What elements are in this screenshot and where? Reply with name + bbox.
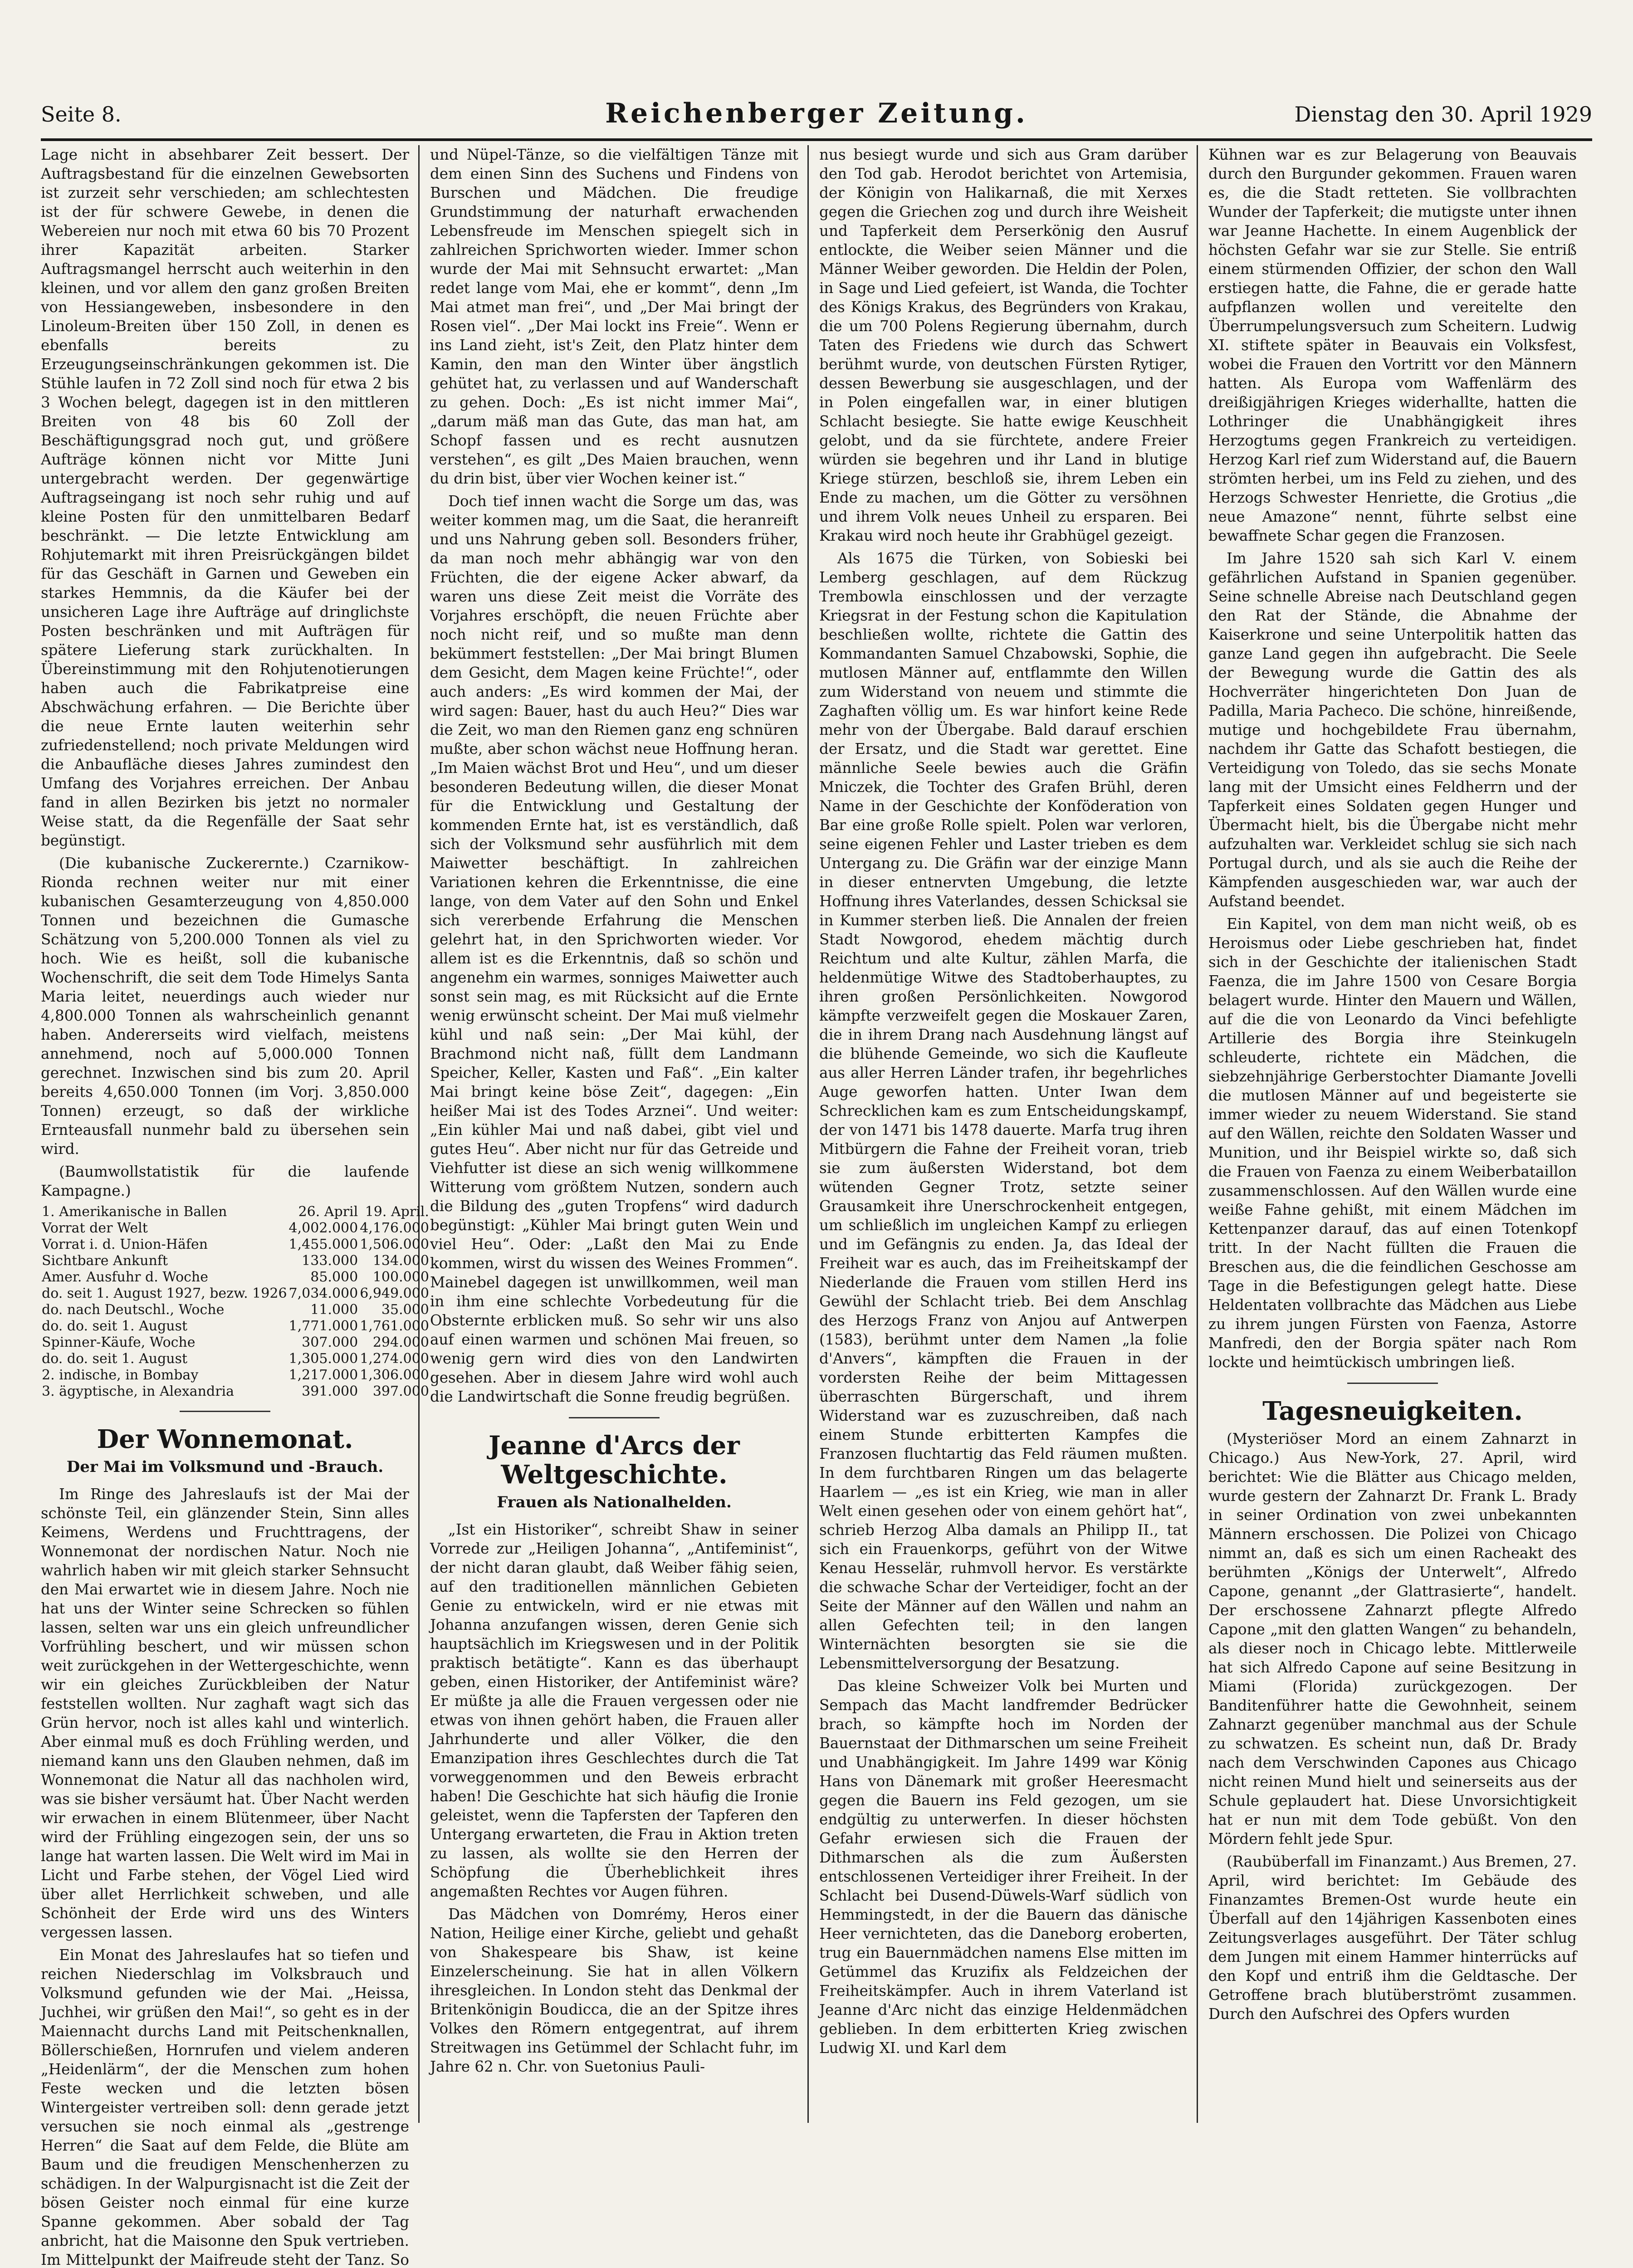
stats-value: 1,761.000 (360, 1318, 429, 1334)
stats-value: 1,306.000 (360, 1367, 429, 1383)
stats-label: Vorrat i. d. Union-Häfen (42, 1237, 208, 1252)
article-zucker-text: (Die kubanische Zuckerernte.) Czarnikow-Rionda rechnen weiter nur mit einer kubanischen Gesamterzeugung von 4,850.000 Tonnen und bezeichnen die Gumasche Schätzung von 5,200.000 Tonnen als viel zu hoch. Wie es heißt, soll die kubanische Wochenschrift, die seit dem Tode Himelys Santa Maria leitet, neuerdings auch wieder nur 4,800.000 Tonnen als wahrscheinlich genannt haben. Andererseits wird vielfach, meistens annehmend, noch auf 5,000.000 Tonnen gerechnet. Inzwischen sind bis zum 20. April bereits 4,650.000 Tonnen (im Vorj. 3,850.000 Tonnen) erzeugt, so daß der wirkliche Ernteausfall nunmehr bald zu übersehen sein wird. (41, 855, 409, 1158)
stats-label: do. nach Deutschl., Woche (42, 1302, 225, 1318)
stats-value: 294.000 (372, 1334, 429, 1350)
stats-row (41, 1334, 430, 1351)
column-rule (1197, 145, 1198, 2123)
headline-tagesneuigkeiten: Tagesneuigkeiten. (1262, 1396, 1523, 1426)
subhead-jeanne-darc: Frauen als Nationalhelden. (497, 1493, 732, 1511)
stats-label: do. seit 1. August 1927, bezw. 1926 (42, 1286, 287, 1301)
stats-value: 133.000 (302, 1253, 358, 1269)
stats-label: Vorrat der Welt (42, 1220, 148, 1236)
article-wonnemonat-text: und Nüpel-Tänze, so die vielfältigen Tänze mit dem einen Sinn des Suchens und Findens von Burschen und Mädchen. Die freudige Grundstimmung der naturhaft erwachenden Lebensfreude im Menschen spiegelt sich in zahlreichen Sprichworten wieder. Immer schon wurde der Mai mit Sehnsucht erwartet: „Man redet lange vom Mai, ehe er kommt“, denn „Im Mai atmet man frei“, und „Der Mai bringt der Rosen viel“. „Der Mai lockt ins Freie“. Wenn er ins Land zieht, ist's Zeit, den Platz hinter dem Kamin, den man den Winter über ängstlich gehütet hat, zu verlassen und auf Wanderschaft zu gehen. Doch: „Es ist nicht immer Mai“, „darum mäß man das Gute, das man hat, am Schopf fassen und es recht ausnutzen verstehen“, es gilt „Des Maien brauchen, wenn du drin bist, über vier Wochen keiner ist.“ (430, 146, 798, 487)
stats-value: 7,034.000 (288, 1286, 358, 1301)
stats-value: 35.000 (381, 1302, 429, 1318)
page-header (41, 98, 1592, 141)
stats-value: 6,949.000 (360, 1286, 429, 1301)
stats-row (41, 1204, 430, 1220)
article-jeanne-text: Das Mädchen von Domrémy, Heros einer Nation, Heilige einer Kirche, geliebt und gehaßt von Shakespeare bis Shaw, ist keine Einzelerscheinung. Sie hat in allen Völkern ihresgleichen. In London steht das Denkmal der Britenkönigin Boudicca, die an der Spitze ihres Volkes den Römern entgegentrat, auf ihrem Streitwagen ins Getümmel der Schlacht fuhr, im Jahre 62 n. Chr. von Suetonius Pauli- (430, 1906, 798, 2075)
article-jeanne-text: Kühnen war es zur Belagerung von Beauvais durch den Burgunder gekommen. Frauen waren es, die die Stadt retteten. Sie vollbrachten Wunder der Tapferkeit; die mutigste unter ihnen war Jeanne Hachette. In einem Augenblick der höchsten Gefahr war sie zur Stelle. Sie entriß einem stürmenden Offizier, der schon den Wall erstiegen hatte, die Fahne, die er gerade hatte aufpflanzen wollen und vereitelte den Überrumpelungsversuch zum Scheitern. Ludwig XI. stiftete später in Beauvais ein Volksfest, wobei die Frauen den Vortritt vor den Männern hatten. Als Europa vom Waffenlärm des dreißigjährigen Krieges widerhallte, hatten die Lothringer die Unabhängigkeit ihres Herzogtums gegen Frankreich zu verteidigen. Herzog Karl rief zum Widerstand auf, die Bauern strömten herbei, um ins Feld zu ziehen, und des Herzogs Schwester Henriette, die Grotius „die neue Amazone“ nennt, führte selbst eine bewaffnete Schar gegen die Franzosen. (1208, 146, 1577, 544)
stats-value: 1,506.000 (360, 1237, 429, 1252)
column-4 (1208, 145, 1577, 2123)
subhead-wonnemonat: Der Mai im Volksmund und -Brauch. (66, 1458, 384, 1476)
article-baumwolle-title: (Baumwollstatistik für die laufende Kampagne.) (41, 1163, 409, 1199)
stats-row (41, 1367, 430, 1383)
article-wonnemonat-text: Doch tief innen wacht die Sorge um das, was weiter kommen mag, um die Saat, die heranreift und uns Nahrung geben soll. Besonders früher, da man noch mehr abhängig war von den Früchten, die der eigene Acker abwarf, da waren uns diese Zeit meist die Vorräte des Vorjahres erschöpft, die neuen Früchte aber noch nicht reif, und so mußte man denn bekümmert feststellen: „Der Mai bringt Blumen dem Gesicht, dem Magen keine Früchte!“, oder auch anders: „Es wird kommen der Mai, der wird sagen: Bauer, hast du auch Heu?“ Dies war die Zeit, wo man den Riemen ganz eng schnüren mußte, aber schon wächst neue Hoffnung heran. „Im Maien wächst Brot und Heu“, und um dieser besonderen Bedeutung willen, die dieser Monat für die Entwicklung und Gestaltung der kommenden Ernte hat, ist es verständlich, daß sich der Volksmund sehr ausführlich mit dem Maiwetter beschäftigt. In zahlreichen Variationen kehren die Erkenntnisse, die eine lange, von dem Vater auf den Sohn und Enkel sich vererbende Erfahrung die Menschen gelehrt hat, in den Sprichworten wieder. Vor allem ist es die Erkenntnis, daß so schön und angenehm ein warmes, sonniges Maiwetter auch sonst sein mag, es mit Rücksicht auf die Ernte wenig erwünscht scheint. Der Mai muß vielmehr kühl und naß sein: „Der Mai kühl, der Brachmond nicht naß, füllt dem Landmann Speicher, Keller, Kasten und Faß“. „Ein kalter Mai bringt keine böse Zeit“, dagegen: „Ein heißer Mai ist des Todes Arznei“. Und weiter: „Ein kühler Mai und naß dabei, gibt viel und gutes Heu“. Aber nicht nur für das Getreide und Viehfutter ist diese an sich wenig willkommene Witterung vom größtem Nutzen, sondern auch die Bildung des „guten Tropfens“ wird dadurch begünstigt: „Kühler Mai bringt guten Wein und viel Heu“. Oder: „Laßt den Mai zu Ende kommen, wirst du wissen des Weines Frommen“. Mainebel dagegen ist unwillkommen, weil man in ihm eine schlechte Vorbedeutung für die Obsternte erblicken muß. So sehr wir uns also auf einen warmen und schönen Mai freuen, so wenig gern wird dies von den Landwirten gesehen. Aber in diesem Jahre wird wohl auch die Landwirtschaft die Sonne freudig begrüßen. (430, 493, 798, 1405)
stats-label: 1. Amerikanische in Ballen (42, 1204, 227, 1220)
article-jeanne-text: „Ist ein Historiker“, schreibt Shaw in seiner Vorrede zur „Heiligen Johanna“, „Antifeminist“, der nicht daran glaubt, daß Weiber fähig seien, auf den traditionellen männlichen Gebieten Genie zu entwickeln, wird er nie etwas mit Johanna anzufangen wissen, deren Genie sich hauptsächlich im Kriegswesen und in der Politik praktisch betätigte“. Kann es das überhaupt geben, einen Historiker, der Antifeminist wäre? Er müßte ja alle die Frauen vergessen oder nie etwas von ihnen gehört haben, die Frauen aller Jahrhunderte und aller Völker, die den Emanzipation ihres Geschlechtes durch die Tat vorweggenommen und den Beweis erbracht haben! Die Geschichte hat sich häufig die Ironie geleistet, wenn die Tapfersten der Tapferen den Untergang erwarteten, die Frau in Aktion treten zu lassen, als wollte sie den Herren der Schöpfung die Überheblichkeit ihres angemaßten Rechtes vor Augen führen. (430, 1521, 798, 1900)
column-2 (430, 145, 798, 2123)
stats-row (41, 1302, 430, 1318)
stats-value: 1,455.000 (288, 1237, 358, 1252)
column-rule (807, 145, 809, 2123)
stats-value: 1,217.000 (288, 1367, 358, 1383)
article-jeanne-text: Im Jahre 1520 sah sich Karl V. einem gefährlichen Aufstand in Spanien gegenüber. Seine schnelle Abreise nach Deutschland gegen den Rat der Stände, die Abnahme der Kaiserkrone und seine Unterpolitik hatten das ganze Land gegen ihn aufgebracht. Die Seele der Bewegung wurde die Gattin des als Hochverräter hingerichteten Don Juan de Padilla, Maria Pacheco. Die schöne, hinreißende, mutige und hochgebildete Frau übernahm, nachdem ihr Gatte das Schafott bestiegen, die Verteidigung von Toledo, das sie sechs Monate lang mit der Umsicht eines Feldherrn und der Tapferkeit eines Soldaten gegen Hunger und Übermacht hielt, bis die Übergabe nicht mehr aufzuhalten war. Verkleidet schlug sie sich nach Portugal durch, und als sie auch die Reihe der Kämpfenden ausgeschieden war, war auch der Aufstand beendet. (1208, 550, 1577, 910)
stats-label: do. do. seit 1. August (42, 1318, 188, 1334)
stats-value: 1,305.000 (288, 1351, 358, 1367)
stats-row (41, 1286, 430, 1302)
section-divider (569, 1417, 660, 1418)
stats-row (41, 1237, 430, 1253)
stats-value: 100.000 (372, 1269, 429, 1285)
headline-wonnemonat: Der Wonnemonat. (97, 1424, 353, 1454)
stats-value: 4,176.000 (360, 1220, 429, 1236)
article-wonnemonat-text: Im Ringe des Jahreslaufs ist der Mai der schönste Teil, ein glänzender Stein, Sinn alles Keimens, Werdens und Fruchttragens, der Wonnemonat der nordischen Natur. Noch nie wahrlich haben wir mit gleich starker Sehnsucht den Mai erwartet wie in diesem Jahre. Noch nie hat uns der Winter seine Schrecken so fühlen lassen, selten war uns ein gleich unfreundlicher Vorfrühling beschert, und wir müssen schon weit zurückgehen in der Wettergeschichte, wenn wir ein gleiches Zurückbleiben der Natur feststellen wollten. Nur zaghaft wagt sich das Grün hervor, noch ist alles kahl und winterlich. Aber einmal muß es doch Frühling werden, und niemand kann uns den Glauben nehmen, daß im Wonnemonat die Natur all das nachholen wird, was sie bisher versäumt hat. Über Nacht werden wir erwachen in einem Blütenmeer, über Nacht wird der Frühling eingezogen sein, der uns so lange hat warten lassen. Die Welt wird im Mai in Licht und Farbe stehen, der Vögel Lied wird über allet Herrlichkeit schweben, und alle Schönheit der Erde wird uns des Winters vergessen lassen. (41, 1486, 409, 1941)
column-3 (819, 145, 1188, 2123)
stats-row (41, 1253, 430, 1269)
column-rule (418, 145, 420, 2123)
stats-label: Sichtbare Ankunft (42, 1253, 168, 1269)
article-wonnemonat-text: Ein Monat des Jahreslaufes hat so tiefen und reichen Niederschlag im Volksbrauch und Volksmund gefunden wie der Mai. „Heissa, Juchhei, wir grüßen den Mai!“, so geht es in der Maiennacht durchs Land mit Peitschenknallen, Böllerschießen, Hornrufen und vielem anderen „Heidenlärm“, der die Menschen zum hohen Feste wecken und die letzten bösen Wintergeister vertreiben soll: denn gerade jetzt versuchen sie noch einmal als „gestrenge Herren“ die Saat auf dem Felde, die Blüte am Baum und die freudigen Menschenherzen zu schädigen. In der Walpurgisnacht ist die Zeit der bösen Geister noch einmal für eine kurze Spanne gekommen. Aber sobald der Tag anbricht, hat die Maisonne den Spuk vertrieben. Im Mittelpunkt der Maifreude steht der Tanz. So (41, 1946, 409, 2268)
stats-value: 85.000 (310, 1269, 358, 1285)
stats-label: 3. ägyptische, in Alexandria (42, 1383, 235, 1399)
news-item-chicago: (Mysteriöser Mord an einem Zahnarzt in Chicago.) Aus New-York, 27. April, wird berichtet: Wie die Blätter aus Chicago melden, wurde gestern der Zahnarzt Dr. Frank L. Brady in seiner Ordination von zwei unbekannten Männern erschossen. Die Polizei von Chicago nimmt an, daß es sich um einen Racheakt des berühmten „Königs der Unterwelt“, Alfredo Capone, genannt „der Glattrasierte“, handelt. Der erschossene Zahnarzt pflegte Alfredo Capone „mit den glatten Wangen“ zu behandeln, als dieser noch in Chicago lebte. Mittlerweile hat sich Alfredo Capone auf seine Besitzung in Miami (Florida) zurückgezogen. Der Banditenführer hatte die Gewohnheit, seinem Zahnarzt gegenüber manchmal aus der Schule zu schwatzen. Es scheint nun, daß Dr. Brady nach dem Verschwinden Capones aus Chicago nicht reinen Mund hielt und seinerseits aus der Schule geplaudert hat. Diese Unvorsichtigkeit hat er nun mit dem Tode gebüßt. Von den Mördern fehlt jede Spur. (1208, 1430, 1577, 1848)
column-1 (41, 145, 429, 2268)
stats-label: do. do. seit 1. August (42, 1351, 188, 1367)
article-jeanne-text: nus besiegt wurde und sich aus Gram darüber den Tod gab. Herodot berichtet von Artemisia, der Königin von Halikarnaß, die mit Xerxes gegen die Griechen zog und durch ihre Weisheit und Tapferkeit dem Perserkönig den Ausruf entlockte, die Weiber seien Männer und die Männer Weiber geworden. Die Heldin der Polen, in Sage und Lied gefeiert, ist Wanda, die Tochter des Königs Krakus, des Begründers von Krakau, die um 700 Polens Regierung übernahm, durch Taten des Friedens wie durch das Schwert berühmt wurde, von deutschen Fürsten Rytiger, dessen Bewerbung sie ausgeschlagen, und der in Polen eingefallen war, in einer blutigen Schlacht besiegte. Sie hatte ewige Keuschheit gelobt, und da sie fürchtete, andere Freier würden sie begehren und ihr Land in blutige Kriege stürzen, beschloß sie, ihrem Leben ein Ende zu machen, um die Götter zu versöhnen und ihrem Volk neues Unheil zu ersparen. Bei Krakau wird noch heute ihr Grabhügel gezeigt. (819, 146, 1188, 544)
section-divider (1347, 1383, 1438, 1384)
stats-value: 11.000 (310, 1302, 358, 1318)
stats-row (41, 1269, 430, 1286)
article-jeanne-text: Das kleine Schweizer Volk bei Murten und Sempach das Macht landfremder Bedrücker brach, so kämpfte hoch im Norden der Bauernstaat der Dithmarschen um seine Freiheit und Unabhängigkeit. Im Jahre 1499 war König Hans von Dänemark mit großer Heeresmacht gegen die Bauern ins Feld gezogen, um sie endgültig zu unterwerfen. In dieser höchsten Gefahr erwiesen sich die Frauen der Dithmarschen als die zum Äußersten entschlossenen Verteidiger ihrer Freiheit. In der Schlacht bei Dusend-Düwels-Warf südlich von Hemmingstedt, in der die Bauern das dänische Heer vernichteten, das die Daneborg eroberten, trug ein Bauernmädchen namens Else mitten im Getümmel das Kruzifix als Feldzeichen der Freiheitskämpfer. Auch in ihrem Vaterland ist Jeanne d'Arc nicht das einzige Heldenmädchen geblieben. In dem erbitterten Krieg zwischen Ludwig XI. und Karl dem (819, 1677, 1188, 2057)
cotton-stats-table (41, 1204, 430, 1400)
stats-value: 134.000 (372, 1253, 429, 1269)
masthead: Reichenberger Zeitung. (605, 98, 1028, 129)
news-item-bremen: (Raubüberfall im Finanzamt.) Aus Bremen, 27. April, wird berichtet: Im Gebäude des Finanzamtes Bremen-Ost wurde heute ein Überfall auf den 14jährigen Kassenboten eines Zeitungsverlages ausgeführt. Der Täter schlug dem Jungen mit einem Hammer hinterrücks auf den Kopf und entriß ihm die Geldtasche. Der Getroffene brach blutüberströmt zusammen. Durch den Aufschrei des Opfers wurden (1208, 1853, 1577, 2023)
stats-row (41, 1383, 430, 1400)
article-jeanne-text: Ein Kapitel, von dem man nicht weiß, ob es Heroismus oder Liebe geschrieben hat, findet sich in der Geschichte der italienischen Stadt Faenza, die im Jahre 1500 von Cesare Borgia belagert wurde. Hinter den Mauern und Wällen, auf die die von Leonardo da Vinci befehligte Artillerie des Borgia ihre Steinkugeln schleuderte, richtete ein Mädchen, die siebzehnjährige Gerberstochter Diamante Jovelli die mutlosen Männer auf und begeisterte sie immer wieder zu neuem Widerstand. Sie stand auf den Wällen, reichte den Soldaten Wasser und Munition, und ihr Beispiel wirkte so, daß sich die Frauen von Faenza zu einem Weiberbataillon zusammenschlossen. Auf den Wällen wurde eine weiße Fahne gehißt, mit einem Mädchen im Kettenpanzer darauf, das auf einen Totenkopf tritt. In der Nacht füllten die Frauen die Breschen aus, die die feindlichen Geschosse am Tage in die Befestigungen gelegt hatte. Diese Heldentaten vollbrachte das Mädchen aus Liebe zu ihrem jungen Fürsten von Faenza, Astorre Manfredi, den der Borgia später nach Rom lockte und heimtückisch umbringen ließ. (1208, 915, 1577, 1371)
stats-value: 19. April. (365, 1204, 429, 1220)
stats-label: Spinner-Käufe, Woche (42, 1334, 196, 1350)
stats-label: Amer. Ausfuhr d. Woche (42, 1269, 209, 1285)
stats-row (41, 1351, 430, 1367)
stats-row (41, 1220, 430, 1237)
stats-row (41, 1318, 430, 1334)
stats-value: 26. April (298, 1204, 358, 1220)
page-number: Seite 8. (41, 102, 122, 127)
stats-value: 1,274.000 (360, 1351, 429, 1367)
stats-value: 391.000 (302, 1383, 358, 1399)
article-jeanne-text: Als 1675 die Türken, von Sobieski bei Lemberg geschlagen, auf dem Rückzug Trembowla einschlossen und der verzagte Kriegsrat in der Festung schon die Kapitulation beschließen wollte, richtete die Gattin des Kommandanten Samuel Chzabowski, Sophie, die mutlosen Männer auf, entflammte den Willen zum Widerstand von neuem und stimmte die Zaghaften völlig um. Es war hinfort keine Rede mehr von der Übergabe. Bald darauf erschien der Ersatz, und die Stadt war gerettet. Eine männliche Seele bewies auch die Gräfin Mniczek, die Tochter des Grafen Brühl, deren Name in der Geschichte der Konföderation von Bar eine große Rolle spielt. Polen war verloren, seine eigenen Fehler und Laster trieben es dem Untergang zu. Die Gräfin war der einzige Mann in dieser entnervten Umgebung, die letzte Hoffnung ihres Vaterlandes, dessen Schicksal sie in Kummer sterben ließ. Die Annalen der freien Stadt Nowgorod, ehedem mächtig durch Reichtum und alte Kultur, zählen Marfa, die heldenmütige Witwe des Stadtoberhauptes, zu ihren großen Persönlichkeiten. Nowgorod kämpfte verzweifelt gegen die Moskauer Zaren, die in ihrem Drang nach Ausdehnung längst auf die blühende Gemeinde, wo sich die Kaufleute aus aller Herren Länder trafen, ihr begehrliches Auge geworfen hatten. Unter Iwan dem Schrecklichen kam es zum Entscheidungskampf, der von 1471 bis 1478 dauerte. Marfa trug ihren Mitbürgern die Fahne der Freiheit voran, trieb sie zum äußersten Widerstand, bot dem wütenden Gegner Trotz, setzte seiner Grausamkeit ihre Unerschrockenheit entgegen, um schließlich im ungleichen Kampf zu erliegen und im Gefängnis zu enden. Ja, das Ideal der Freiheit war es auch, das im Freiheitskampf der Niederlande die Frauen vom stillen Herd ins Gewühl der Schlacht trieb. Bei dem Anschlag des Herzogs Franz von Anjou auf Antwerpen (1583), berühmt unter dem Namen „la folie d'Anvers“, kämpften die Frauen in der vordersten Reihe der beim Mittagessen überraschten Bürgerschaft, und ihrem Widerstand war es zuzuschreiben, daß nach einem Stunde erbitterten Kampfes die Franzosen fluchtartig das Feld räumen mußten. In dem furchtbaren Ringen um das belagerte Haarlem — „es ist ein Krieg, wie man in aller Welt einen gesehen oder von einem gehört hat“, schrieb Herzog Alba damals an Philipp II., tat sich ein Frauenkorps, geführt von der Witwe Kenau Hesselär, ruhmvoll hervor. Es verstärkte die schwache Schar der Verteidiger, focht an der Seite der Männer auf den Wällen und nahm an allen Gefechten teil; in den langen Winternächten besorgten sie sie die Lebensmittelversorgung der Besatzung. (819, 550, 1188, 1672)
stats-value: 1,771.000 (288, 1318, 358, 1334)
stats-value: 307.000 (302, 1334, 358, 1350)
stats-label: 2. indische, in Bombay (42, 1367, 199, 1383)
article-jute-text: Lage nicht in absehbarer Zeit bessert. Der Auftragsbestand für die einzelnen Gewebsorten ist zurzeit sehr verschieden; am schlechtesten ist der für schwere Gewebe, in denen die Webereien nur noch mit etwa 60 bis 70 Prozent ihrer Kapazität arbeiten. Starker Auftragsmangel herrscht auch weiterhin in den kleinen, und vor allem den ganz großen Breiten von Hessiangeweben, insbesondere in den Linoleum-Breiten über 150 Zoll, in denen es ebenfalls bereits zu Erzeugungseinschränkungen gekommen ist. Die Stühle laufen in 72 Zoll sind noch für etwa 2 bis 3 Wochen belegt, dagegen ist in den mittleren Breiten von 48 bis 60 Zoll der Beschäftigungsgrad noch gut, und größere Aufträge können nicht vor Mitte Juni untergebracht werden. Der gegenwärtige Auftragseingang ist noch sehr ruhig und auf kleine Posten für den unmittelbaren Bedarf beschränkt. — Die letzte Entwicklung am Rohjutemarkt mit ihren Preisrückgängen bildet für das Geschäft in Garnen und Geweben ein starkes Hemmnis, da die Käufer bei der unsicheren Lage ihre Aufträge auf dringlichste Posten beschränken und mit Aufträgen für spätere Lieferung stark zurückhalten. In Übereinstimmung mit den Rohjutenotierungen haben auch die Fabrikatpreise eine Abschwächung erfahren. — Die Berichte über die neue Ernte lauten weiterhin sehr zufriedenstellend; noch private Meldungen wird die Anbaufläche dieses Jahres zumindest den Umfang des Vorjahres erreichen. Der Anbau fand in allen Bezirken bis jetzt no normaler Weise statt, da die Regenfälle der Saat sehr begünstigt. (41, 146, 409, 849)
stats-value: 4,002.000 (288, 1220, 358, 1236)
stats-value: 397.000 (372, 1383, 429, 1399)
headline-jeanne-darc: Jeanne d'Arcs der Weltgeschichte. (489, 1431, 740, 1490)
section-divider (180, 1411, 270, 1412)
issue-date: Dienstag den 30. April 1929 (1294, 102, 1592, 127)
